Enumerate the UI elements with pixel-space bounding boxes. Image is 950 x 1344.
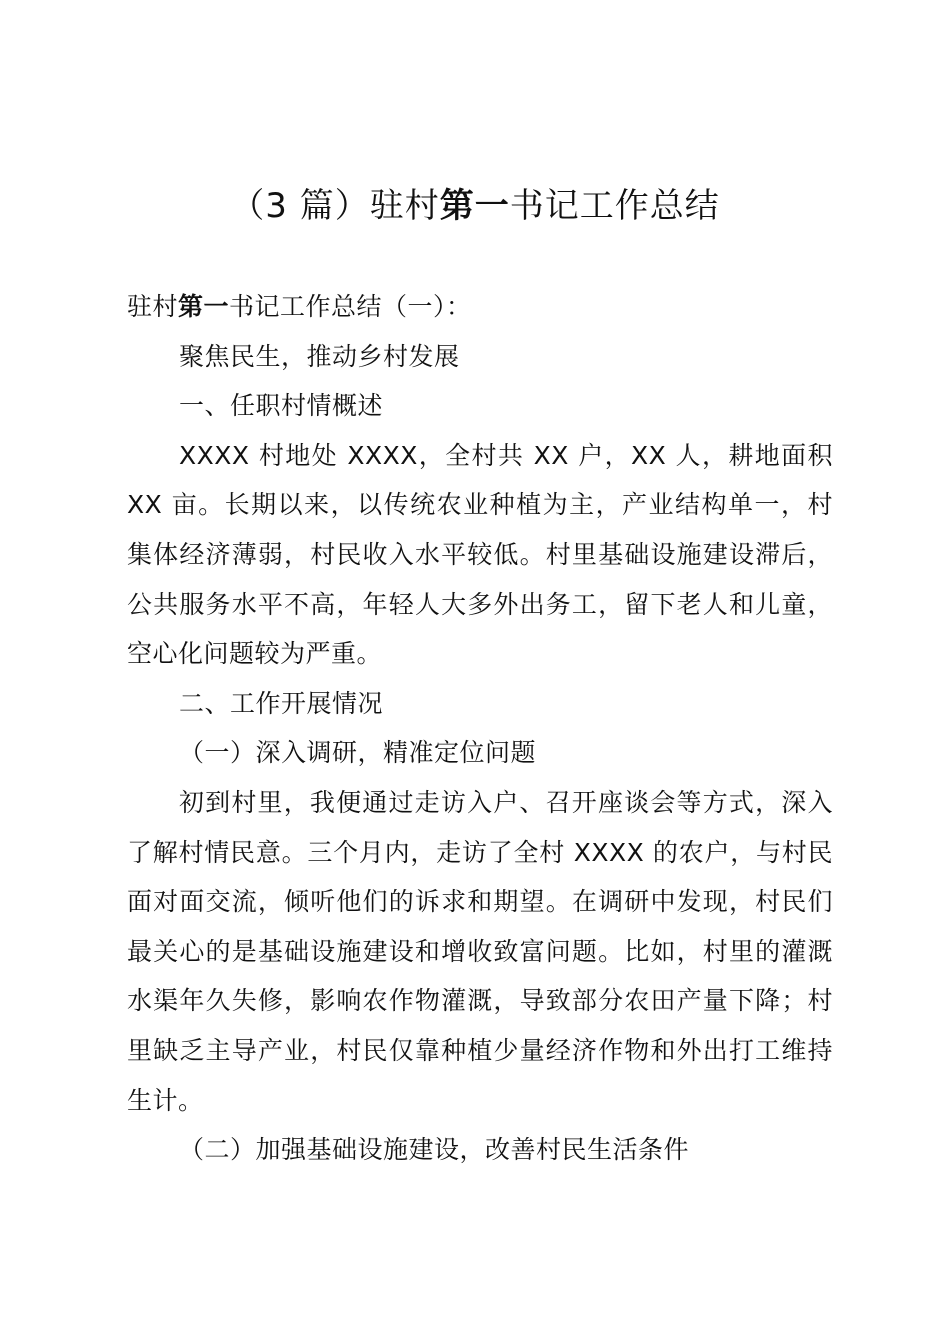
document-title: [0, 180, 950, 232]
title-prefix: （3 篇）驻村: [230, 186, 440, 226]
title-suffix: 书记工作总结: [509, 186, 720, 226]
heading-work: 二、工作开展情况: [179, 688, 384, 718]
title-bold-text: 第一: [439, 186, 510, 226]
paragraph-overview: XXXX 村地处 XXXX，全村共 XX 户，XX 人，耕地面积 XX 亩。长期以来，以传统农业种植为主，产业结构单一，村集体经济薄弱，村民收入水平较低。村里基础设施建设滞后，公共服务水平不高，年轻人大多外出务工，留下老人和儿童，空心化问题较为严重。: [127, 440, 833, 669]
section-heading: [127, 282, 833, 332]
document-body: [127, 282, 833, 1175]
section-heading-prefix: 驻村: [127, 292, 179, 321]
subheading-research: （一）深入调研，精准定位问题: [179, 738, 537, 768]
subheading-infrastructure: （二）加强基础设施建设，改善村民生活条件: [179, 1135, 690, 1165]
section-heading-bold: 第一: [178, 292, 230, 321]
paragraph-research: 初到村里，我便通过走访入户、召开座谈会等方式，深入了解村情民意。三个月内，走访了全村 XXXX 的农户，与村民面对面交流，倾听他们的诉求和期望。在调研中发现，村民们最关心的是基础设施建设和增收致富问题。比如，村里的灌溉水渠年久失修，影响农作物灌溉，导致部分农田产量下降；村里缺乏主导产业，村民仅靠种植少量经济作物和外出打工维持生计。: [127, 787, 833, 1115]
subtitle: 聚焦民生，推动乡村发展: [179, 341, 460, 371]
section-heading-suffix: 书记工作总结（一）：: [229, 292, 472, 321]
heading-overview: 一、任职村情概述: [179, 391, 384, 421]
